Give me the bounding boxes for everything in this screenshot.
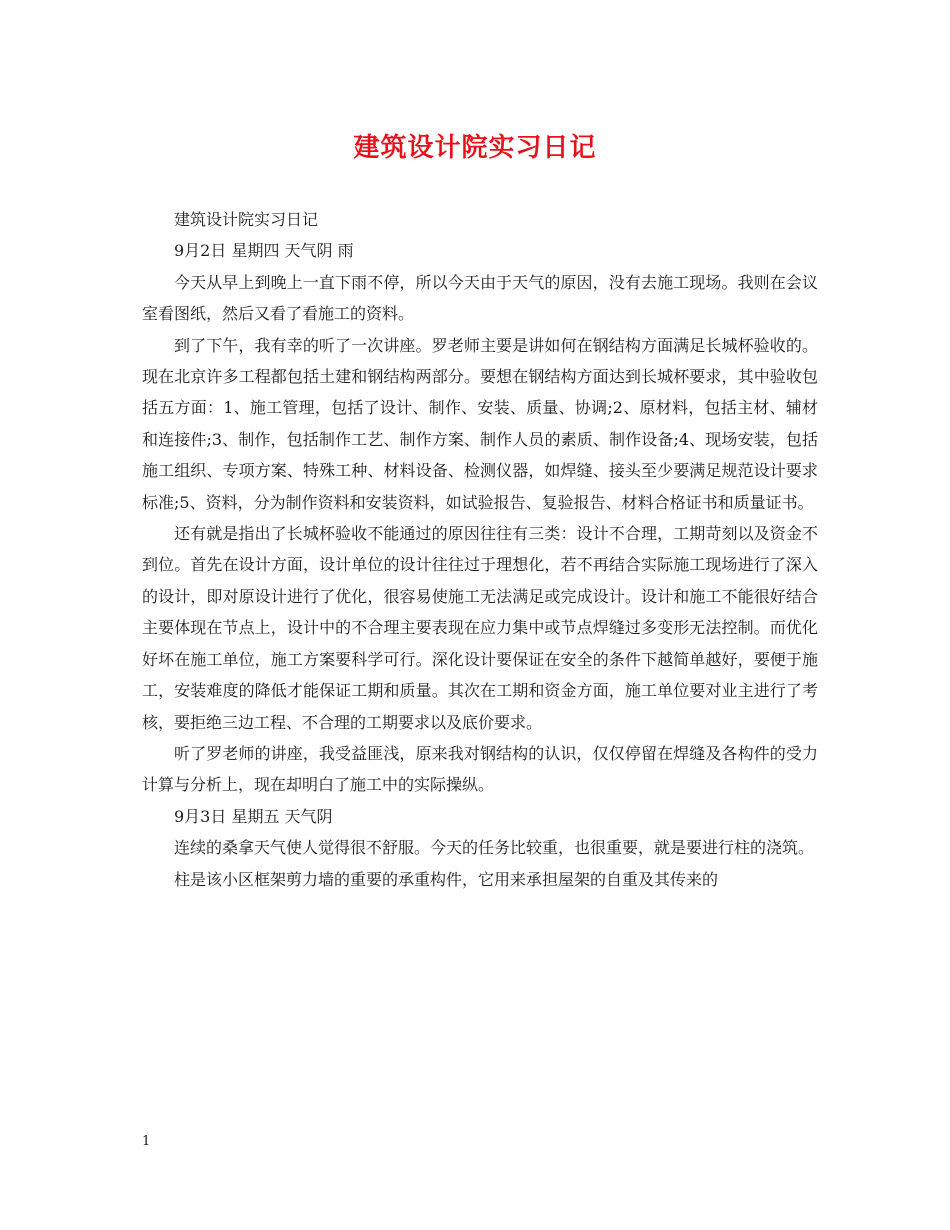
paragraph: 今天从早上到晚上一直下雨不停，所以今天由于天气的原因，没有去施工现场。我则在会议室看图纸，然后又看了看施工的资料。 <box>142 272 818 324</box>
paragraph: 听了罗老师的讲座，我受益匪浅，原来我对钢结构的认识，仅仅停留在焊缝及各构件的受力计算与分析上，现在却明白了施工中的实际操纵。 <box>142 743 818 795</box>
paragraph: 连续的桑拿天气使人觉得很不舒服。今天的任务比较重，也很重要，就是要进行柱的浇筑。 <box>174 838 815 858</box>
paragraph-subtitle: 建筑设计院实习日记 <box>174 210 319 229</box>
paragraph-date-entry: 9月3日 星期五 天气阴 <box>174 806 333 826</box>
page-number: 1 <box>142 1134 151 1149</box>
paragraph: 柱是该小区框架剪力墙的重要的承重构件，它用来承担屋架的自重及其传来的 <box>174 869 719 889</box>
paragraph-date-entry: 9月2日 星期四 天气阴 雨 <box>174 241 354 261</box>
document-title: 建筑设计院实习日记 <box>353 133 597 163</box>
paragraph: 到了下午，我有幸的听了一次讲座。罗老师主要是讲如何在钢结构方面满足长城杯验收的。现在北京许多工程都包括土建和钢结构两部分。要想在钢结构方面达到长城杯要求，其中验收包括五方面：1、施工管理，包括了设计、制作、安装、质量、协调;2、原材料，包括主材、辅材和连接件;3、制作，包括制作工艺、制作方案、制作人员的素质、制作设备;4、现场安装，包括施工组织、专项方案、特殊工种、材料设备、检测仪器，如焊缝、接头至少要满足规范设计要求标准;5、资料，分为制作资料和安装资料，如试验报告、复验报告、材料合格证书和质量证书。 <box>142 335 818 512</box>
document-body <box>142 204 818 895</box>
paragraph: 还有就是指出了长城杯验收不能通过的原因往往有三类：设计不合理，工期苛刻以及资金不到位。首先在设计方面，设计单位的设计往往过于理想化，若不再结合实际施工现场进行了深入的设计，即对原设计进行了优化，很容易使施工无法满足或完成设计。设计和施工不能很好结合主要体现在节点上，设计中的不合理主要表现在应力集中或节点焊缝过多变形无法控制。而优化好坏在施工单位，施工方案要科学可行。深化设计要保证在安全的条件下越简单越好，要便于施工，安装难度的降低才能保证工期和质量。其次在工期和资金方面，施工单位要对业主进行了考核，要拒绝三边工程、不合理的工期要求以及底价要求。 <box>142 524 818 732</box>
